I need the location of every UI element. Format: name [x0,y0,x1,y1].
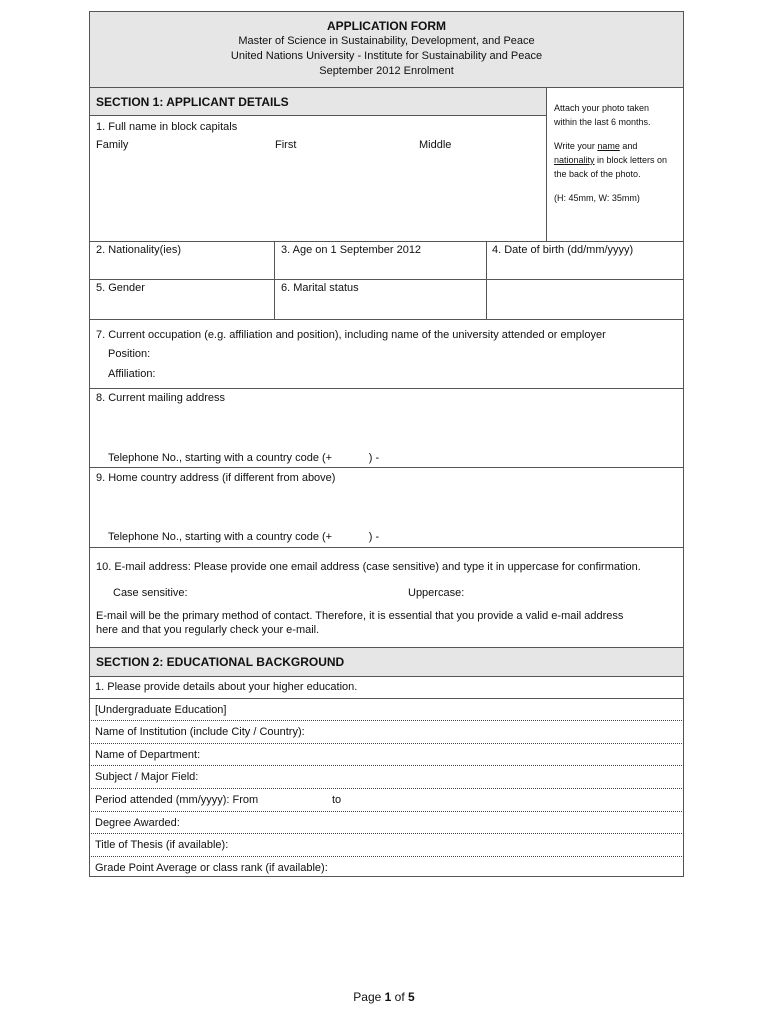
period-attended-field[interactable]: Period attended (mm/yyyy): From to [89,789,684,812]
family-name-field[interactable]: Family [96,139,129,151]
form-title: APPLICATION FORM [326,19,447,33]
divider [486,241,487,319]
period-to-label: to [332,794,342,806]
email-label: 10. E-mail address: Please provide one email address (case sensitive) and type it in uppercase for confirmation. [96,561,641,573]
divider [89,279,684,280]
divider [89,319,684,320]
first-name-field[interactable]: First [275,139,297,151]
divider [546,87,547,241]
divider [89,241,684,242]
education-rows [89,676,684,879]
photo-box[interactable]: Attach your photo taken within the last 6 months. Write your name and nationality in block letters on the back of the photo. (H: 45mm, W: 35mm) [554,103,668,203]
affiliation-field[interactable]: Affiliation: [108,368,156,380]
divider [274,241,275,319]
gender-field[interactable]: 5. Gender [96,282,145,294]
mailing-address-field[interactable]: 8. Current mailing address [96,392,226,404]
nationality-field[interactable]: 2. Nationality(ies) [96,244,181,256]
section1-title: SECTION 1: APPLICANT DETAILS [90,88,546,115]
divider [89,115,547,116]
enrolment-term: September 2012 Enrolment [319,65,454,77]
middle-name-field[interactable]: Middle [419,139,452,151]
home-address-field[interactable]: 9. Home country address (if different from above) [96,472,336,484]
email-uppercase-field[interactable]: Uppercase: [408,587,465,599]
home-telephone-field[interactable]: Telephone No., starting with a country code (+ ) - [108,531,380,543]
divider [89,467,684,468]
form-header [89,11,684,87]
email-note: E-mail will be the primary method of contact. Therefore, it is essential that you provide a valid e-mail address here and that you regularly check your e-mail. [96,610,624,636]
thesis-title-field[interactable]: Title of Thesis (if available): [89,834,684,857]
divider [89,547,684,548]
page-number: Page 1 of 5 [353,990,415,1004]
institute-name: United Nations University - Institute for Sustainability and Peace [230,50,543,62]
program-name: Master of Science in Sustainability, Development, and Peace [238,35,535,47]
institution-field[interactable]: Name of Institution (include City / Country): [89,721,684,744]
marital-status-field[interactable]: 6. Marital status [281,282,359,294]
position-field[interactable]: Position: [108,348,151,360]
gpa-field[interactable]: Grade Point Average or class rank (if available): [95,862,328,874]
department-field[interactable]: Name of Department: [89,744,684,766]
date-of-birth-field[interactable]: 4. Date of birth (dd/mm/yyyy) [492,244,634,256]
age-field[interactable]: 3. Age on 1 September 2012 [281,244,422,256]
major-field[interactable]: Subject / Major Field: [89,766,684,789]
email-case-sensitive-field[interactable]: Case sensitive: [113,587,188,599]
divider [89,388,684,389]
occupation-label: 7. Current occupation (e.g. affiliation and position), including name of the university attended or employer [96,329,606,341]
degree-awarded-field[interactable]: Degree Awarded: [89,812,684,834]
education-intro: 1. Please provide details about your higher education. [89,676,684,699]
full-name-label: 1. Full name in block capitals [96,121,238,133]
section2-title: SECTION 2: EDUCATIONAL BACKGROUND [90,648,683,676]
mailing-telephone-field[interactable]: Telephone No., starting with a country code (+ ) - [108,452,380,464]
undergraduate-heading: [Undergraduate Education] [89,699,684,721]
